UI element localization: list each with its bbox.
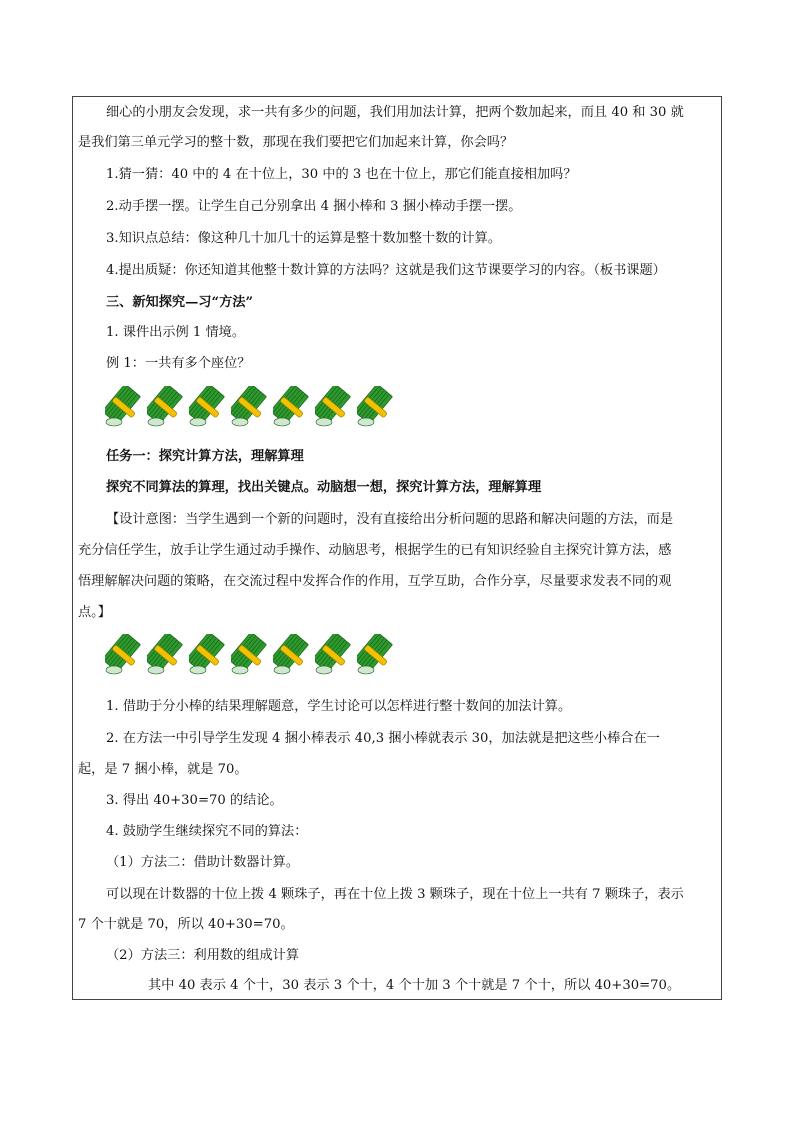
stick-bundle-image	[357, 634, 393, 678]
method-step-2-line1: 2. 在方法一中引导学生发现 4 捆小棒表示 40,3 捆小棒就表示 30，加法就是把这些小棒合在一	[106, 731, 660, 746]
method-step-4: 4. 鼓励学生继续探究不同的算法：	[106, 824, 308, 839]
step-hands-on: 2.动手摆一摆。让学生自己分别拿出 4 捆小棒和 3 捆小棒动手摆一摆。	[106, 199, 522, 214]
design-intent-line1: 【设计意图：当学生遇到一个新的问题时，没有直接给出分析问题的思路和解决问题的方法，而是	[106, 512, 674, 527]
stick-bundle-image	[105, 634, 141, 678]
method-step-1: 1. 借助于分小棒的结果理解题意，学生讨论可以怎样进行整十数间的加法计算。	[106, 699, 572, 714]
stick-bundle-image	[147, 634, 183, 678]
stick-bundles-row-2	[105, 634, 393, 678]
method-two-line2: 7 个十就是 70，所以 40+30=70。	[78, 917, 294, 932]
design-intent-line4: 点。】	[78, 605, 111, 620]
stick-bundle-image	[189, 634, 225, 678]
method-two-heading: （1）方法二：借助计数器计算。	[106, 855, 300, 870]
stick-bundle-image	[315, 634, 351, 678]
method-three-heading: （2）方法三：利用数的组成计算	[106, 948, 300, 963]
step-guess: 1.猜一猜：40 中的 4 在十位上，30 中的 3 也在十位上，那它们能直接相加吗？	[106, 167, 577, 182]
stick-bundle-image	[147, 386, 183, 430]
method-step-3: 3. 得出 40+30=70 的结论。	[106, 793, 283, 808]
method-step-2-line2: 起，是 7 捆小棒，就是 70。	[78, 762, 248, 777]
intro-paragraph-line2: 是我们第三单元学习的整十数，那现在我们要把它们加起来计算，你会吗？	[78, 135, 514, 150]
stick-bundle-image	[231, 634, 267, 678]
example-1-question: 例 1：一共有多个座位？	[106, 356, 251, 371]
courseware-line: 1. 课件出示例 1 情境。	[106, 325, 246, 340]
stick-bundles-row-1	[105, 386, 393, 430]
method-three-line: 其中 40 表示 4 个十，30 表示 3 个十，4 个十加 3 个十就是 7 个十，所以 40+30=70。	[148, 978, 681, 993]
task-one-subheading: 探究不同算法的算理，找出关键点。动脑想一想，探究计算方法，理解算理	[106, 480, 542, 495]
stick-bundle-image	[105, 386, 141, 430]
section-heading-3: 三、新知探究—习“方法”	[106, 295, 254, 310]
stick-bundle-image	[273, 386, 309, 430]
stick-bundle-image	[189, 386, 225, 430]
intro-paragraph-line1: 细心的小朋友会发现，求一共有多少的问题，我们用加法计算，把两个数加起来，而且 40 和 30 就	[106, 105, 684, 120]
stick-bundle-image	[231, 386, 267, 430]
stick-bundle-image	[273, 634, 309, 678]
method-two-line1: 可以现在计数器的十位上拨 4 颗珠子，再在十位上拨 3 颗珠子，现在十位上一共有 7 颗珠子，表示	[106, 887, 684, 902]
design-intent-line3: 悟理解解决问题的策略，在交流过程中发挥合作的作用，互学互助，合作分享，尽量要求发表不同的观	[78, 574, 672, 589]
step-summary: 3.知识点总结：像这种几十加几十的运算是整十数加整十数的计算。	[106, 231, 502, 246]
design-intent-line2: 充分信任学生，放手让学生通过动手操作、动脑思考，根据学生的已有知识经验自主探究计算方法，感	[78, 543, 672, 558]
stick-bundle-image	[315, 386, 351, 430]
task-one-heading: 任务一：探究计算方法，理解算理	[106, 449, 304, 464]
step-question: 4.提出质疑：你还知道其他整十数计算的方法吗？这就是我们这节课要学习的内容。（板书课题）	[106, 263, 666, 278]
stick-bundle-image	[357, 386, 393, 430]
